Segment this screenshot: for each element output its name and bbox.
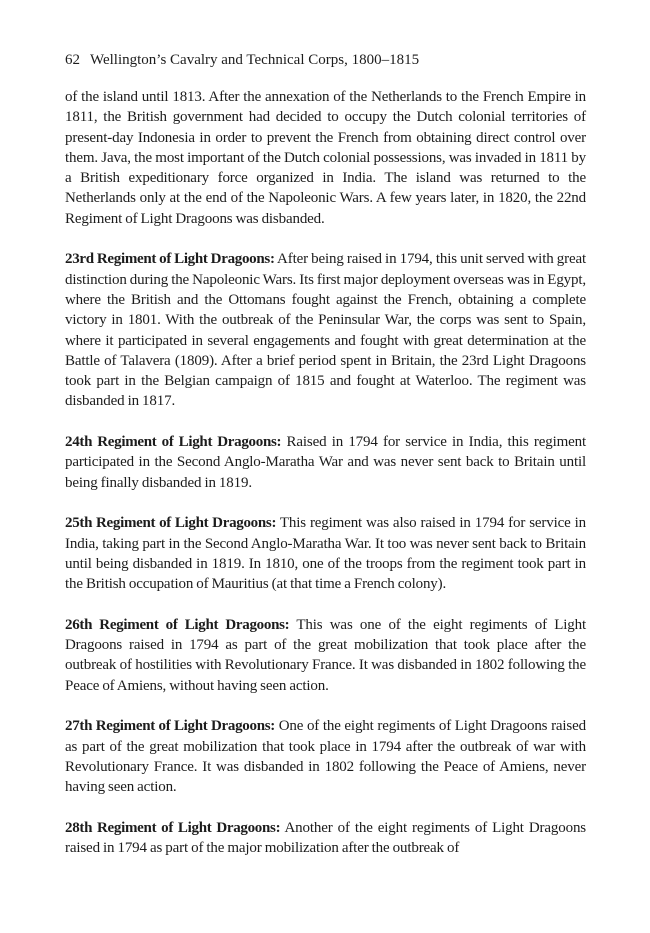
paragraph-heading: 28th Regiment of Light Dragoons: (65, 819, 281, 836)
paragraph-26th-regiment (65, 615, 586, 696)
page-number: 62 (65, 52, 80, 68)
paragraph-heading: 27th Regiment of Light Dragoons: (65, 718, 275, 735)
paragraph-heading: 25th Regiment of Light Dragoons: (65, 515, 277, 532)
paragraph-text: This was one of the eight regiments of Light Dragoons raised in 1794 as part of the great mobilization that took place after the outbreak of hostilities with Revolutionary France. It was disbanded in 1802 following the Peace of Amiens, without having seen action. (65, 616, 586, 694)
paragraph-23rd-regiment (65, 249, 586, 411)
paragraph-text: of the island until 1813. After the annexation of the Netherlands to the French Empire in 1811, the British government had decided to occupy the Dutch colonial territories of present-day Indonesia in order to prevent the French from obtaining direct control over them. Java, the most important of the Dutch colonial possessions, was invaded in 1811 by a British expeditionary force organized in India. The island was returned to the Netherlands only at the end of the Napoleonic Wars. A few years later, in 1820, the 22nd Regiment of Light Dragoons was disbanded. (65, 89, 586, 227)
running-head (65, 50, 586, 70)
paragraph-text: This regiment was also raised in 1794 for service in India, taking part in the Second Anglo-Maratha War. It too was never sent back to Britain until being disbanded in 1819. In 1810, one of the troops from the regiment took part in the British occupation of Mauritius (at that time a French colony). (65, 515, 586, 593)
book-page (65, 50, 586, 879)
paragraph-text: Raised in 1794 for service in India, this regiment participated in the Second Anglo-Maratha War and was never sent back to Britain until being finally disbanded in 1819. (65, 434, 587, 491)
paragraph-text: One of the eight regiments of Light Dragoons raised as part of the great mobilization that took place in 1794 after the outbreak of war with Revolutionary France. It was disbanded in 1802 following the Peace of Amiens, never having seen action. (65, 718, 586, 796)
paragraph-25th-regiment (65, 513, 586, 594)
paragraph-27th-regiment (65, 716, 586, 797)
paragraph-heading: 23rd Regiment of Light Dragoons: (65, 251, 275, 268)
paragraph-text: After being raised in 1794, this unit served with great distinction during the Napoleonic Wars. Its first major deployment overseas was in Egypt, where the British and the Ottomans fought against the French, obtaining a complete victory in 1801. With the outbreak of the Peninsular War, the corps was sent to Spain, where it participated in several engagements and fought with great determination at the Battle of Talavera (1809). After a brief period spent in Britain, the 23rd Light Dragoons took part in the Belgian campaign of 1815 and fought at Waterloo. The regiment was disbanded in 1817. (65, 251, 587, 410)
paragraph-28th-regiment (65, 818, 586, 859)
paragraph-heading: 24th Regiment of Light Dragoons: (65, 434, 282, 451)
paragraph-24th-regiment (65, 432, 586, 493)
paragraph-22nd-continued (65, 87, 586, 229)
paragraph-heading: 26th Regiment of Light Dragoons: (65, 616, 290, 633)
running-head-title: Wellington’s Cavalry and Technical Corps, 1800–1815 (90, 52, 420, 68)
paragraph-text: Another of the eight regiments of Light Dragoons raised in 1794 as part of the major mobilization after the outbreak of (65, 819, 586, 856)
